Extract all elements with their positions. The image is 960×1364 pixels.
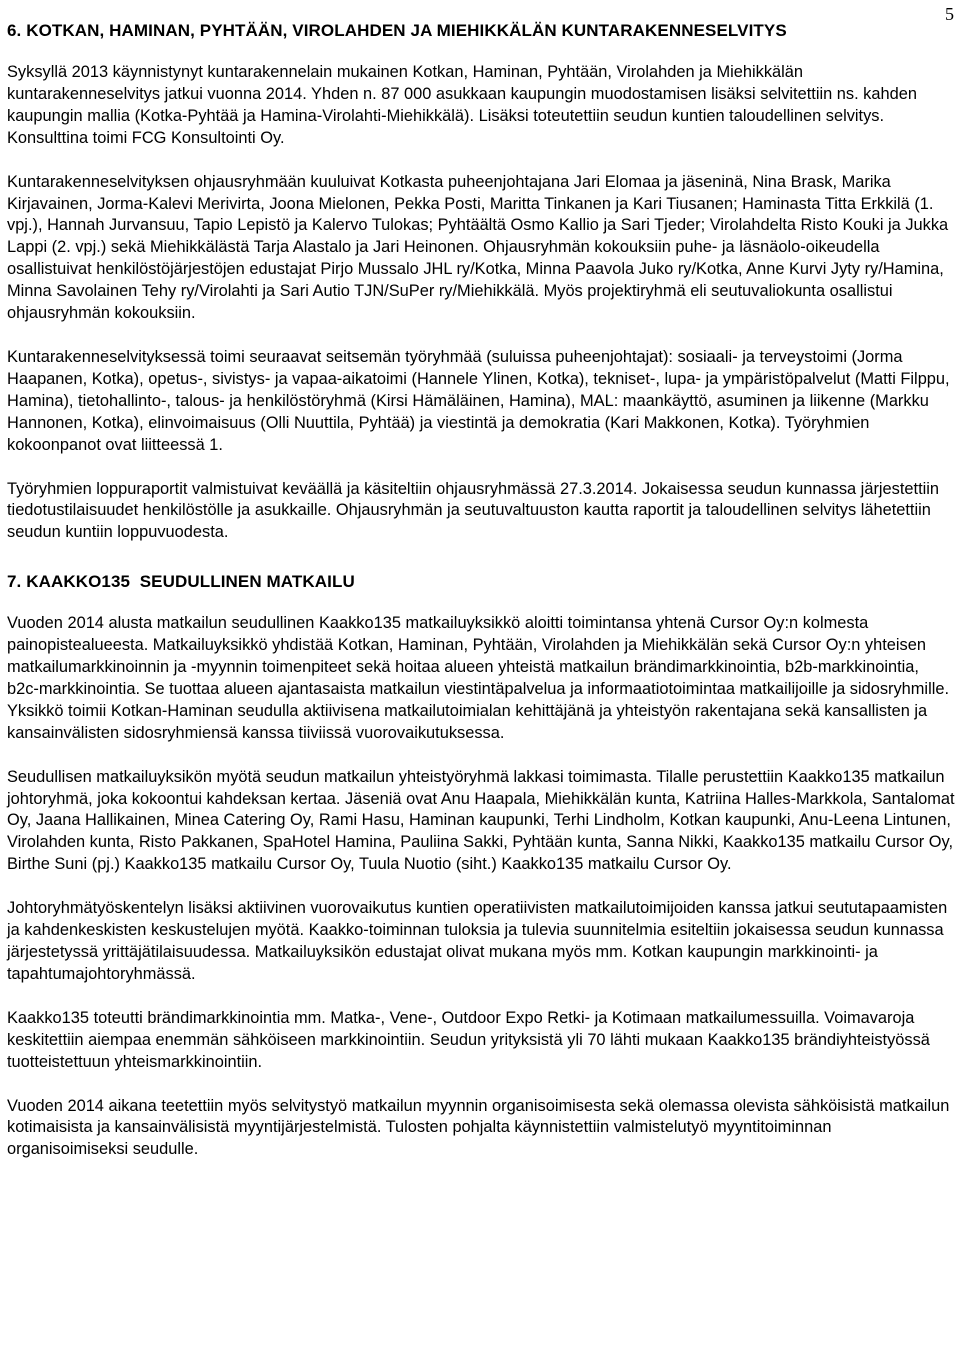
section-7-paragraph-5: Vuoden 2014 aikana teetettiin myös selvitystyö matkailun myynnin organisoimisesta sekä olemassa olevista sähköisistä matkailun kotimaisista ja kansainvälisistä myyntijärjestelmistä. Tulosten pohjalta käynnistettiin valmistelutyö myyntitoiminnan organisoimiseksi seudulle.: [7, 1096, 950, 1159]
section-6-paragraph-3: Kuntarakenneselvityksessä toimi seuraavat seitsemän työryhmää (suluissa puheenjohtajat): sosiaali- ja terveystoimi (Jorma Haapanen, Kotka), opetus-, sivistys- ja vapaa-aikatoimi (Hannele Ylinen, Kotka), tekniset-, lupa- ja ympäristöpalvelut (Matti Filppu, Hamina), tietohallinto-, talous- ja henkilöstöryhmä (Kirsi Hämäläinen, Hamina), MAL: maankäyttö, asuminen ja liikenne (Markku Hannonen, Kotka), elinvoimaisuus (Olli Nuuttila, Pyhtää) ja viestintä ja demokratia (Kari Makkonen, Kotka). Työryhmien kokoonpanot ovat liitteessä 1.: [7, 347, 950, 454]
section-7-heading: 7. KAAKKO135 SEUDULLINEN MATKAILU: [7, 572, 355, 592]
section-7: [7, 571, 955, 1161]
section-7-paragraph-2: Seudullisen matkailuyksikön myötä seudun matkailun yhteistyöryhmä lakkasi toimimasta. Tilalle perustettiin Kaakko135 matkailun johtoryhmä, joka kokoontui kahdeksan kertaa. Jäseniä ovat Anu Haapala, Miehikkälän kunta, Katriina Halles-Markkola, Santalomat Oy, Jaana Hallikainen, Minea Catering Oy, Rami Hasu, Haminan kaupunki, Terhi Lindholm, Kotkan kaupunki, Anu-Leena Lintunen, Virolahden kunta, Risto Pakkanen, SpaHotel Hamina, Pauliina Sakki, Pyhtään kunta, Sanna Nikki, Kaakko135 matkailu Cursor Oy, Birthe Suni (pj.) Kaakko135 matkailu Cursor Oy, Tuula Nuotio (siht.) Kaakko135 matkailu Cursor Oy.: [7, 767, 955, 874]
section-7-paragraph-1: Vuoden 2014 alusta matkailun seudullinen Kaakko135 matkailuyksikkö aloitti toimintansa yhtenä Cursor Oy:n kolmesta painopistealueesta. Matkailuyksikkö yhdistää Kotkan, Haminan, Pyhtään, Virolahden ja Miehikkälän sekä Cursor Oy:n yhteisen matkailumarkkinoinnin ja -myynnin toimenpiteet sekä hoitaa alueen yhteistä matkailun brändimarkkinointia, b2b-markkinointia, b2c-markkinointia. Se tuottaa alueen ajantasaista matkailun viestintäpalvelua ja informaatiotoimintaa matkailijoille ja sidosryhmille. Yksikkö toimii Kotkan-Haminan seudulla aktiivisena matkailutoimialan kehittäjänä ja yhteistyön rakentajana sekä kansallisten ja kansainvälisten sidosryhmiensä kanssa tiiviissä vuorovaikutuksessa.: [7, 614, 950, 742]
section-7-paragraph-3: Johtoryhmätyöskentelyn lisäksi aktiivinen vuorovaikutus kuntien operatiivisten matkailutoimijoiden kanssa jatkui seututapaamisten ja kahdenkeskisten keskustelujen myötä. Kaakko-toiminnan tuloksia ja tulevia suunnitelmia esiteltiin jokaisessa seudun kunnassa järjestetyssä yrittäjätilaisuudessa. Matkailuyksikön edustajat olivat mukana myös mm. Kotkan kaupungin markkinointi- ja tapahtumajohtoryhmässä.: [7, 899, 948, 983]
page-content: [7, 20, 955, 1183]
section-6-paragraph-2: Kuntarakenneselvityksen ohjausryhmään kuuluivat Kotkasta puheenjohtajana Jari Elomaa ja jäseninä, Nina Brask, Marika Kirjavainen, Jorma-Kalevi Merivirta, Joona Mielonen, Pekka Posti, Maritta Tinkanen ja Kari Tiusanen; Haminasta Titta Erkkilä (1. vpj.), Hannah Jurvansuu, Tapio Lepistö ja Kalervo Tulokas; Pyhtäältä Osmo Kallio ja Sari Tjeder; Virolahdelta Risto Kouki ja Jukka Lappi (2. vpj.) sekä Miehikkälästä Tarja Alastalo ja Jari Heinonen. Ohjausryhmän kokouksiin puhe- ja läsnäolo-oikeudella osallistuivat henkilöstöjärjestöjen edustajat Pirjo Mussalo JHL ry/Kotka, Minna Paavola Juko ry/Kotka, Anne Kurvi Jyty ry/Hamina, Minna Savolainen Tehy ry/Virolahti ja Sari Autio TJN/SuPer ry/Miehikkälä. Myös projektiryhmä eli seutuvaliokunta osallistui ohjausryhmän kokouksiin.: [7, 172, 949, 323]
section-6-paragraph-4: Työryhmien loppuraportit valmistuivat keväällä ja käsiteltiin ohjausryhmässä 27.3.2014. Jokaisessa seudun kunnassa järjestettiin tiedotustilaisuudet henkilöstölle ja asukkaille. Ohjausryhmän ja seutuvaltuuston kautta raportit ja taloudellinen selvitys lähetettiin seudun kuntiin loppuvuodesta.: [7, 479, 940, 542]
section-6-paragraph-1: Syksyllä 2013 käynnistynyt kuntarakennelain mukainen Kotkan, Haminan, Pyhtään, Virolahden ja Miehikkälän kuntarakenneselvitys jatkui vuonna 2014. Yhden n. 87 000 asukkaan kaupungin muodostamisen lisäksi selvitettiin ns. kahden kaupungin mallia (Kotka-Pyhtää ja Hamina-Virolahti-Miehikkälä). Lisäksi toteutettiin seudun kuntien taloudellinen selvitys. Konsulttina toimi FCG Konsultointi Oy.: [7, 63, 917, 147]
section-7-paragraph-4: Kaakko135 toteutti brändimarkkinointia mm. Matka-, Vene-, Outdoor Expo Retki- ja Kotimaan matkailumessuilla. Voimavaroja keskitettiin aiempaa enemmän sähköiseen markkinointiin. Seudun yrityksistä yli 70 lähti mukaan Kaakko135 brändiyhteistyössä tuotteistettuun yhteismarkkinointiin.: [7, 1008, 930, 1071]
section-6-heading: 6. KOTKAN, HAMINAN, PYHTÄÄN, VIROLAHDEN JA MIEHIKKÄLÄN KUNTARAKENNESELVITYS: [7, 21, 787, 40]
page-number: 5: [945, 4, 954, 24]
section-6: [7, 20, 955, 544]
